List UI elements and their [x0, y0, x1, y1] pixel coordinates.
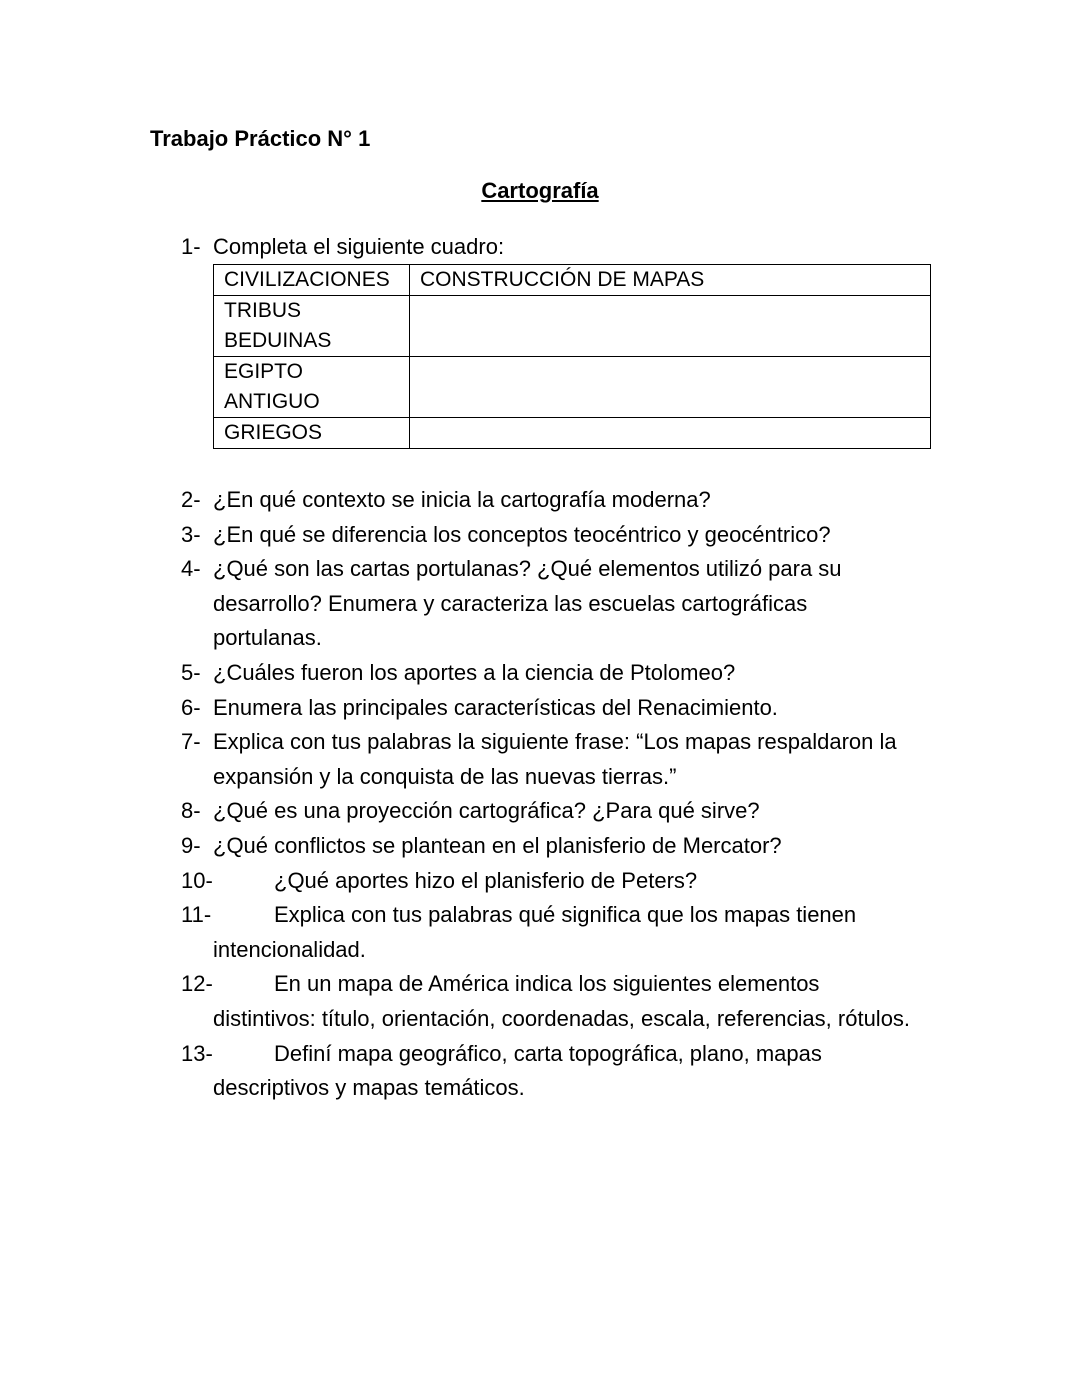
table-cell-civilization	[214, 296, 410, 357]
question-text: Enumera las principales características del Renacimiento.	[213, 694, 778, 720]
question-text: ¿Qué aportes hizo el planisferio de Peters?	[274, 867, 698, 893]
question-1	[181, 230, 504, 264]
civilizations-table	[213, 264, 931, 449]
cell-line: BEDUINAS	[224, 329, 332, 352]
question-number: 8-	[181, 798, 201, 824]
cell-line: EGIPTO	[224, 360, 303, 383]
table-cell-answer	[410, 418, 931, 449]
question-text: ¿En qué contexto se inicia la cartografía moderna?	[213, 487, 711, 512]
document-subtitle: Cartografía	[481, 178, 599, 203]
table-cell-civilization	[214, 357, 410, 418]
question-list	[181, 483, 921, 1106]
list-item	[181, 725, 921, 794]
list-item	[181, 864, 921, 899]
list-item	[181, 656, 921, 691]
list-item	[181, 691, 921, 726]
table-header-cell: CIVILIZACIONES	[214, 265, 410, 296]
cell-line: TRIBUS	[224, 299, 302, 322]
list-item	[181, 552, 921, 656]
list-item	[181, 967, 921, 1036]
table-cell-answer	[410, 296, 931, 357]
question-number: 3-	[181, 521, 201, 547]
list-item	[181, 1037, 921, 1106]
cell-line: GRIEGOS	[224, 421, 323, 444]
question-text: ¿Qué son las cartas portulanas? ¿Qué elementos utilizó para su desarrollo? Enumera y caracteriza las escuelas cartográficas portulanas.	[213, 556, 842, 651]
question-number: 7-	[181, 729, 201, 755]
document-title: Trabajo Práctico N° 1	[150, 126, 371, 151]
question-number: 5-	[181, 659, 201, 685]
list-item	[181, 794, 921, 829]
question-number: 9-	[181, 832, 201, 858]
question-text: ¿En qué se diferencia los conceptos teocéntrico y geocéntrico?	[213, 521, 831, 547]
question-text: ¿Qué es una proyección cartográfica? ¿Para qué sirve?	[213, 798, 760, 824]
question-number: 11-	[181, 902, 212, 928]
question-number: 4-	[181, 556, 201, 582]
question-number: 13-	[181, 1040, 213, 1066]
question-number: 1-	[181, 234, 201, 259]
question-number: 12-	[181, 971, 213, 997]
table-cell-civilization	[214, 418, 410, 449]
table-row	[214, 357, 931, 418]
cell-line: ANTIGUO	[224, 390, 320, 413]
list-item	[181, 898, 921, 967]
question-text: En un mapa de América indica los siguientes elementos distintivos: título, orientación, coordenadas, escala, referencias, rótulos.	[213, 971, 911, 1031]
question-text: ¿Cuáles fueron los aportes a la ciencia de Ptolomeo?	[213, 659, 736, 685]
question-number: 10-	[181, 867, 213, 893]
table-header-row	[214, 265, 931, 296]
question-number: 2-	[181, 487, 201, 512]
question-text: Explica con tus palabras la siguiente frase: “Los mapas respaldaron la expansión y la conquista de las nuevas tierras.”	[213, 729, 897, 789]
list-item	[181, 518, 921, 553]
question-text: Completa el siguiente cuadro:	[213, 234, 505, 259]
table-row	[214, 418, 931, 449]
list-item	[181, 483, 921, 518]
question-text: Definí mapa geográfico, carta topográfica, plano, mapas descriptivos y mapas temáticos.	[213, 1040, 822, 1101]
question-text: ¿Qué conflictos se plantean en el planisferio de Mercator?	[213, 832, 782, 858]
question-number: 6-	[181, 694, 201, 720]
table-row	[214, 296, 931, 357]
list-item	[181, 829, 921, 864]
table-cell-answer	[410, 357, 931, 418]
question-text: Explica con tus palabras qué significa que los mapas tienen intencionalidad.	[213, 902, 857, 962]
table-header-cell: CONSTRUCCIÓN DE MAPAS	[410, 265, 931, 296]
